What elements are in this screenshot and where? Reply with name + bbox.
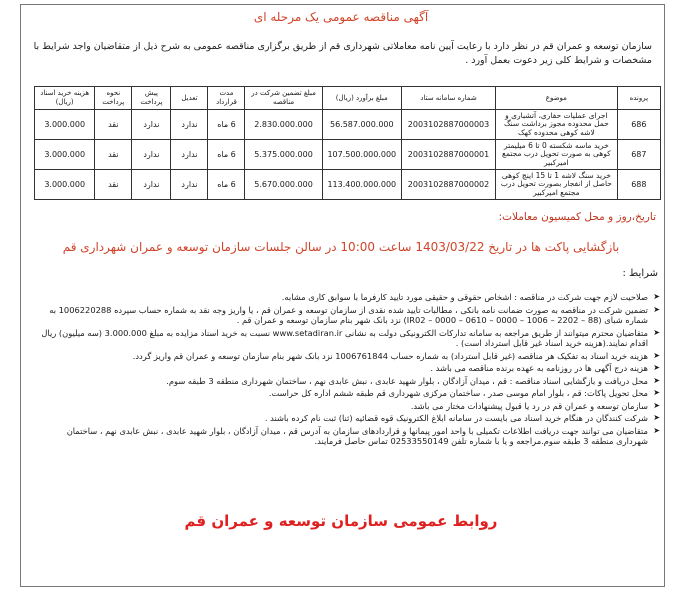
arrow-bullet-icon: ➤ bbox=[653, 425, 660, 435]
cell-prepay: ندارد bbox=[132, 170, 171, 200]
notice-title: آگهی مناقصه عمومی یک مرحله ای bbox=[253, 10, 429, 24]
col-estimate: مبلغ برآورد (ریال) bbox=[322, 87, 401, 110]
table-row bbox=[35, 170, 661, 200]
col-prepay: پیش پرداخت bbox=[132, 87, 171, 110]
arrow-bullet-icon: ➤ bbox=[653, 292, 660, 301]
conditions-list bbox=[40, 292, 660, 449]
condition-item bbox=[40, 305, 660, 326]
col-guarantee: مبلغ تضمین شرکت در مناقصه bbox=[245, 87, 322, 110]
condition-text: هزینه درج آگهی ها در روزنامه به عهده برنده مناقصه می باشد . bbox=[430, 363, 648, 373]
condition-text: تضمین شرکت در مناقصه به صورت ضمانت نامه بانکی ، مطالبات تایید شده نقدی از سازمان توسعه و عمران قم ، یا واریز وجه نقد به شماره حساب سپرده 1006220288 به شماره شبای (88 – 2202 – 1006 – 0000 – 0610 – 0000 – IR02) نزد بانک شهر بنام سازمان توسعه و عمران قم . bbox=[49, 304, 648, 325]
condition-text: شرکت کنندگان در هنگام خرید اسناد می بایست در سامانه ابلاغ الکترونیک قوه قضائیه (ثنا) ثبت نام کرده باشند . bbox=[264, 413, 648, 423]
cell-adjust: ندارد bbox=[171, 140, 208, 170]
cell-prepay: ندارد bbox=[132, 140, 171, 170]
cell-case: 688 bbox=[617, 170, 660, 200]
cell-duration: 6 ماه bbox=[208, 170, 245, 200]
condition-item bbox=[40, 351, 660, 362]
condition-text: محل تحویل پاکات: قم ، بلوار امام موسی صدر ، ساختمان مرکزی شهرداری قم طبقه ششم اداره کل حراست. bbox=[268, 388, 648, 398]
condition-text: سازمان توسعه و عمران قم در رد یا قبول پیشنهادات مختار می باشد. bbox=[410, 400, 648, 411]
cell-setad: 2003102887000001 bbox=[401, 140, 495, 170]
cell-case: 686 bbox=[617, 110, 660, 140]
cell-duration: 6 ماه bbox=[208, 140, 245, 170]
condition-item bbox=[40, 413, 660, 424]
arrow-bullet-icon: ➤ bbox=[653, 304, 660, 314]
cell-doc-fee: 3.000.000 bbox=[35, 110, 95, 140]
tender-table bbox=[34, 86, 661, 200]
cell-subject: خرید سنگ لاشه 1 تا 15 اینچ کوهی حاصل از انفجار بصورت تحویل درب مجتمع امیرکبیر bbox=[496, 170, 618, 200]
arrow-bullet-icon: ➤ bbox=[653, 363, 660, 372]
condition-item bbox=[40, 363, 660, 374]
cell-adjust: ندارد bbox=[171, 170, 208, 200]
cell-payment: نقد bbox=[95, 140, 132, 170]
condition-item bbox=[40, 328, 660, 349]
arrow-bullet-icon: ➤ bbox=[653, 388, 660, 397]
condition-item bbox=[40, 426, 660, 447]
cell-subject: اجرای عملیات حفاری، آتشباری و حمل محدوده مجوز برداشت سنگ لاشه کوهی محدوده کهک bbox=[496, 110, 618, 140]
cell-guarantee: 5.670.000.000 bbox=[245, 170, 322, 200]
table-row bbox=[35, 110, 661, 140]
cell-doc-fee: 3.000.000 bbox=[35, 170, 95, 200]
arrow-bullet-icon: ➤ bbox=[653, 375, 660, 385]
arrow-bullet-icon: ➤ bbox=[653, 413, 660, 422]
arrow-bullet-icon: ➤ bbox=[653, 350, 660, 360]
condition-text: متقاضیان محترم میتوانند از طریق مراجعه به سامانه تدارکات الکترونیکی دولت به نشانی www.setadiran.ir نسبت به خرید اسناد مزایده به مبلغ 3.000.000 (سه میلیون) ریال اقدام نمایند.(هزینه خرید اسناد غیر قابل استرداد است) . bbox=[41, 327, 648, 348]
cell-payment: نقد bbox=[95, 110, 132, 140]
conditions-label: شرایط : bbox=[622, 268, 658, 279]
condition-text: متقاضیان می توانند جهت دریافت اطلاعات تکمیلی با واحد امور پیمانها و قراردادهای سازمان به آدرس قم ، میدان آزادگان ، بلوار شهید عابدی ، نبش عابدی نهم ، ساختمان شهرداری منطقه 3 طبقه سوم.مراجعه و یا با شماره تلفن 02533550149 تماس حاصل فرمایند. bbox=[66, 425, 648, 446]
opening-date-line: بازگشایی پاکت ها در تاریخ 1403/03/22 ساعت 10:00 در سالن جلسات سازمان توسعه و عمران شهرداری قم bbox=[62, 240, 620, 254]
col-case: پرونده bbox=[617, 87, 660, 110]
table-header-row bbox=[35, 87, 661, 110]
condition-text: محل دریافت و بازگشایی اسناد مناقصه : قم ، میدان آزادگان ، بلوار شهید عابدی ، نبش عابدی نهم ، ساختمان شهرداری منطقه 3 طبقه سوم. bbox=[166, 375, 648, 386]
col-adjust: تعدیل bbox=[171, 87, 208, 110]
condition-item bbox=[40, 376, 660, 387]
table-row bbox=[35, 140, 661, 170]
condition-item bbox=[40, 401, 660, 412]
cell-doc-fee: 3.000.000 bbox=[35, 140, 95, 170]
condition-item bbox=[40, 388, 660, 399]
arrow-bullet-icon: ➤ bbox=[653, 400, 660, 410]
arrow-bullet-icon: ➤ bbox=[653, 327, 660, 337]
cell-subject: خرید ماسه شکسته 0 تا 6 میلیمتر کوهی به صورت تحویل درب مجتمع امیرکبیر bbox=[496, 140, 618, 170]
cell-estimate: 56.587.000.000 bbox=[322, 110, 401, 140]
cell-payment: نقد bbox=[95, 170, 132, 200]
cell-setad: 2003102887000003 bbox=[401, 110, 495, 140]
footer-signature: روابط عمومی سازمان توسعه و عمران قم bbox=[184, 512, 498, 530]
cell-setad: 2003102887000002 bbox=[401, 170, 495, 200]
cell-estimate: 113.400.000.000 bbox=[322, 170, 401, 200]
cell-guarantee: 5.375.000.000 bbox=[245, 140, 322, 170]
col-setad: شماره سامانه ستاد bbox=[401, 87, 495, 110]
cell-case: 687 bbox=[617, 140, 660, 170]
intro-paragraph: سازمان توسعه و عمران قم در نظر دارد با رعایت آیین نامه معاملاتی شهرداری قم از طریق برگزاری مناقصه عمومی به شرح ذیل از متقاضیان واجد شرایط با مشخصات و شرایط کلی زیر دعوت بعمل آورد . bbox=[33, 41, 652, 66]
cell-duration: 6 ماه bbox=[208, 110, 245, 140]
cell-estimate: 107.500.000.000 bbox=[322, 140, 401, 170]
cell-adjust: ندارد bbox=[171, 110, 208, 140]
condition-text: هزینه خرید اسناد به تفکیک هر مناقصه (غیر قابل استرداد) به شماره حساب 1006761844 نزد بانک شهر بنام سازمان توسعه و عمران قم واریز گردد. bbox=[132, 350, 648, 361]
condition-text: صلاحیت لازم جهت شرکت در مناقصه : اشخاص حقوقی و حقیقی مورد تایید کارفرما با سوابق کاری مشابه. bbox=[281, 292, 648, 302]
col-subject: موضوع bbox=[496, 87, 618, 110]
commission-heading: تاریخ،روز و محل کمیسیون معاملات: bbox=[498, 211, 656, 223]
col-doc-fee: هزینه خرید اسناد (ریال) bbox=[35, 87, 95, 110]
cell-guarantee: 2.830.000.000 bbox=[245, 110, 322, 140]
condition-item bbox=[40, 292, 660, 303]
cell-prepay: ندارد bbox=[132, 110, 171, 140]
col-payment: نحوه پرداخت bbox=[95, 87, 132, 110]
col-duration: مدت قرارداد bbox=[208, 87, 245, 110]
